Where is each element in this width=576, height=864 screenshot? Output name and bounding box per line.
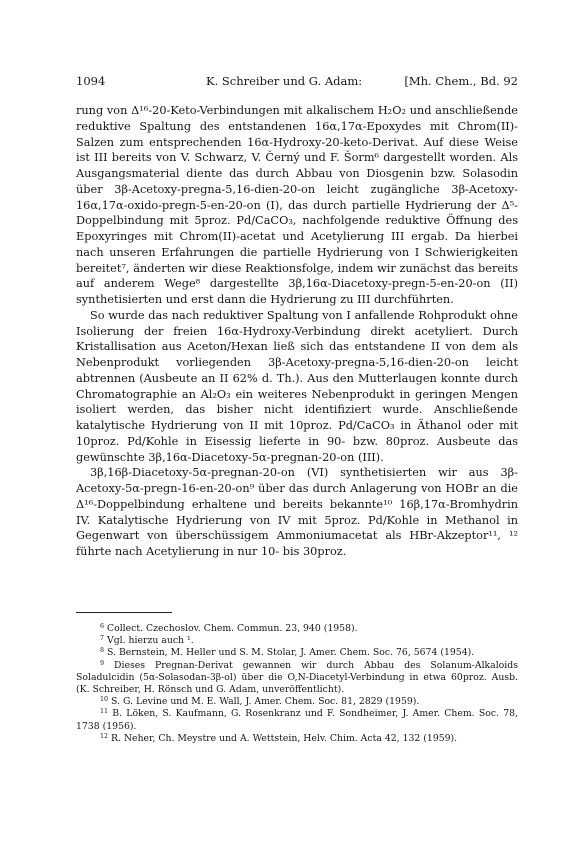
header-journal: [Mh. Chem., Bd. 92 bbox=[404, 74, 518, 88]
footnote-mark: 8 bbox=[100, 647, 105, 655]
footnote-12 bbox=[76, 733, 518, 745]
footnote-text: S. Bernstein, M. Heller und S. M. Stolar, J. Amer. Chem. Soc. 76, 5674 (1954). bbox=[107, 647, 475, 659]
footnote-mark: 9 bbox=[100, 659, 105, 667]
footnote-mark: 6 bbox=[100, 623, 105, 631]
paragraph-3: 3β,16β-Diacetoxy-5α-pregnan-20-on (VI) synthetisierten wir aus 3β-Acetoxy-5α-pregn-16-en-20-on⁹ über das durch Anlagerung von HOBr an die Δ¹⁶-Doppelbindung erhaltene und bereits bekannte¹⁰ 16β,17α-Bromhydrin IV. Katalytische Hydrierung von IV mit 5proz. Pd/Kohle in Methanol in Gegenwart von überschüssigem Ammoniumacetat als HBr-Akzeptor¹¹, ¹² führte nach Acetylierung in nur 10- bis 30proz. bbox=[76, 466, 518, 558]
footnote-8 bbox=[76, 647, 518, 659]
main-text bbox=[76, 103, 518, 560]
footnote-text: S. G. Levine und M. E. Wall, J. Amer. Chem. Soc. 81, 2829 (1959). bbox=[111, 696, 420, 708]
footnote-rule bbox=[76, 612, 172, 613]
footnote-7 bbox=[76, 635, 518, 647]
header-authors: K. Schreiber und G. Adam: bbox=[206, 74, 363, 88]
footnote-9 bbox=[76, 660, 518, 697]
footnote-11 bbox=[76, 708, 518, 732]
footnote-text: Collect. Czechoslov. Chem. Commun. 23, 940 (1958). bbox=[107, 623, 358, 634]
footnote-mark: 7 bbox=[100, 635, 105, 643]
paragraph-1: rung von Δ¹⁶-20-Keto-Verbindungen mit alkalischem H₂O₂ und anschließende reduktive Spaltung des entstandenen 16α,17α-Epoxydes mit Chrom(II)-Salzen zum entsprechenden 16α-Hydroxy-20-keto-Derivat. Auf diese Weise ist III bereits von V. Schwarz, V. Černý und F. Šorm⁶ dargestellt worden. Als Ausgangsmaterial diente das durch Abbau von Diosgenin bzw. Solasodin über 3β-Acetoxy-pregna-5,16-dien-20-on leicht zugängliche 3β-Acetoxy-16α,17α-oxido-pregn-5-en-20-on (I), das durch partielle Hydrierung der Δ⁵-Doppelbindung mit 5proz. Pd/CaCO₃, nachfolgende reduktive Öffnung des Epoxyringes mit Chrom(II)-acetat und Acetylierung III ergab. Da hierbei nach unseren Erfahrungen die partielle Hydrierung von I Schwierigkeiten bereitet⁷, änderten wir diese Reaktionsfolge, indem wir zunächst das bereits auf anderem Wege⁸ dargestellte 3β,16α-Diacetoxy-pregn-5-en-20-on (II) synthetisierten und erst dann die Hydrierung zu III durchführten. bbox=[76, 104, 518, 306]
footnote-text: R. Neher, Ch. Meystre und A. Wettstein, Helv. Chim. Acta 42, 132 (1959). bbox=[111, 732, 458, 744]
footnote-6 bbox=[76, 623, 518, 635]
footnote-text: Dieses Pregnan-Derivat gewannen wir durch Abbau des Solanum-Alkaloids Soladulcidin (5α-Solasodan-3β-ol) über die O,N-Diacetyl-Verbindung in etwa 60proz. Ausb. (K. Schreiber, H. Rönsch und G. Adam, unveröffentlicht). bbox=[76, 659, 518, 696]
footnote-text: Vgl. hierzu auch ¹. bbox=[107, 635, 194, 647]
footnote-10 bbox=[76, 696, 518, 708]
footnote-mark: 10 bbox=[100, 696, 109, 704]
footnote-mark: 12 bbox=[100, 732, 109, 740]
page-number: 1094 bbox=[76, 74, 106, 88]
footnote-mark: 11 bbox=[100, 708, 109, 716]
footnote-text: B. Löken, S. Kaufmann, G. Rosenkranz und F. Sondheimer, J. Amer. Chem. Soc. 78, 1738 (1956). bbox=[76, 708, 518, 732]
footnotes bbox=[76, 623, 518, 745]
paragraph-2: So wurde das nach reduktiver Spaltung von I anfallende Rohprodukt ohne Isolierung der freien 16α-Hydroxy-Verbindung direkt acetyliert. Durch Kristallisation aus Aceton/Hexan ließ sich das entstandene II von dem als Nebenprodukt vorliegenden 3β-Acetoxy-pregna-5,16-dien-20-on leicht abtrennen (Ausbeute an II 62% d. Th.). Aus den Mutterlaugen konnte durch Chromatographie an Al₂O₃ ein weiteres Nebenprodukt in geringen Mengen isoliert werden, das bisher nicht identifiziert wurde. Anschließende katalytische Hydrierung von II mit 10proz. Pd/CaCO₃ in Äthanol oder mit 10proz. Pd/Kohle in Eisessig lieferte in 90- bzw. 80proz. Ausbeute das gewünschte 3β,16α-Diacetoxy-5α-pregnan-20-on (III). bbox=[76, 308, 518, 464]
